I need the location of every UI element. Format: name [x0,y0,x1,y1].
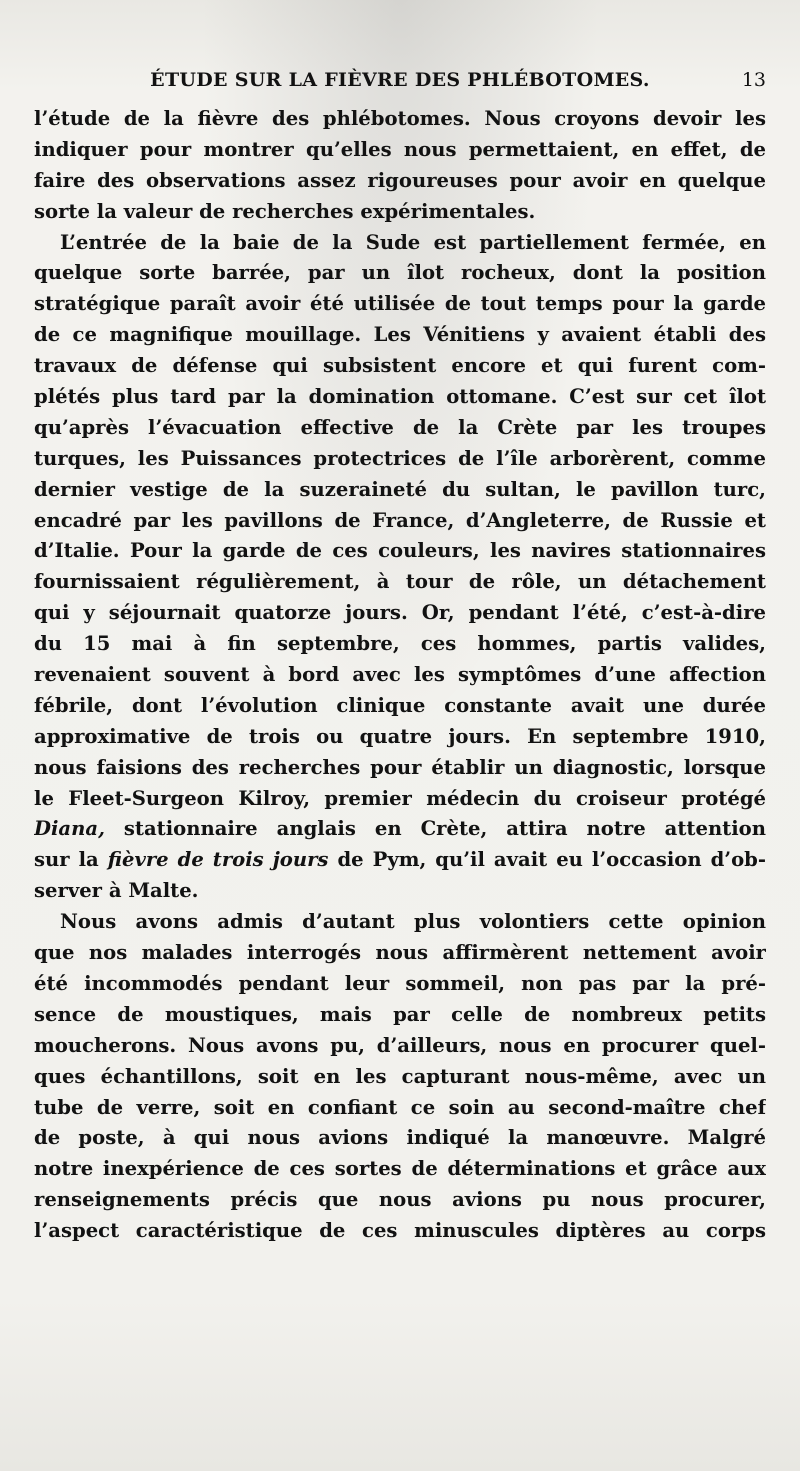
text-line: quelque sorte barrée, par un îlot rocheux, dont la position [34,261,766,285]
ship-name-italic: Diana, [34,817,105,841]
disease-name-italic: fièvre de trois jours [107,848,329,872]
text-line: travaux de défense qui subsistent encore et qui furent com- [34,354,766,378]
text-line: tube de verre, soit en confiant ce soin au second-maître chef [34,1095,766,1119]
text-line: L’entrée de la baie de la Sude est partiellement fermée, en [60,230,766,254]
text-segment: stationnaire anglais en Crète, attira notre attention [104,817,766,841]
text-line: turques, les Puissances protectrices de l’île arborèrent, comme [34,446,766,470]
text-line: encadré par les pavillons de France, d’Angleterre, de Russie et [34,508,766,532]
text-line: moucherons. Nous avons pu, d’ailleurs, nous en procurer quel- [34,1033,766,1057]
running-head [34,63,766,97]
text-line: que nos malades interrogés nous affirmèrent nettement avoir [34,941,766,965]
text-segment: sur la [34,848,108,872]
text-line-diana [34,814,766,845]
text-line: dernier vestige de la suzeraineté du sultan, le pavillon turc, [34,477,766,501]
text-line: stratégique paraît avoir été utilisée de tout temps pour la garde [34,292,766,316]
text-line: qui y séjournait quatorze jours. Or, pendant l’été, c’est-à-dire [34,601,766,625]
page-number: 13 [741,69,766,91]
text-line: l’aspect caractéristique de ces minuscules diptères au corps [34,1219,766,1243]
text-line: server à Malte. [34,879,199,903]
text-line: fébrile, dont l’évolution clinique constante avait une durée [34,693,766,717]
text-line: d’Italie. Pour la garde de ces couleurs, les navires stationnaires [34,539,766,563]
text-line: revenaient souvent à bord avec les symptômes d’une affection [34,663,766,687]
text-segment: de Pym, qu’il avait eu l’occasion d’ob- [328,848,766,872]
text-line-fievre [34,845,766,876]
text-line: approximative de trois ou quatre jours. En septembre 1910, [34,724,766,748]
text-line: le Fleet-Surgeon Kilroy, premier médecin du croiseur protégé [34,786,766,810]
body-text [34,104,766,1247]
running-title: ÉTUDE SUR LA FIÈVRE DES PHLÉBOTOMES. [150,69,650,91]
text-line: fournissaient régulièrement, à tour de rôle, un détachement [34,570,766,594]
text-line: faire des observations assez rigoureuses pour avoir en quelque [34,168,766,192]
text-line: de ce magnifique mouillage. Les Vénitiens y avaient établi des [34,323,766,347]
text-line: notre inexpérience de ces sortes de déterminations et grâce aux [34,1157,766,1181]
text-line: renseignements précis que nous avions pu nous procurer, [34,1188,766,1212]
text-line: Nous avons admis d’autant plus volontiers cette opinion [60,910,766,934]
text-line: ques échantillons, soit en les capturant nous-même, avec un [34,1064,766,1088]
text-line: l’étude de la fièvre des phlébotomes. Nous croyons devoir les [34,107,766,130]
text-line: de poste, à qui nous avions indiqué la manœuvre. Malgré [34,1126,766,1150]
text-line: indiquer pour montrer qu’elles nous permettaient, en effet, de [34,137,766,161]
text-line: qu’après l’évacuation effective de la Crète par les troupes [34,415,766,439]
text-line: été incommodés pendant leur sommeil, non pas par la pré- [34,971,766,995]
text-line: du 15 mai à fin septembre, ces hommes, partis valides, [34,632,766,656]
text-line: sence de moustiques, mais par celle de nombreux petits [34,1002,766,1026]
text-line: plétés plus tard par la domination ottomane. C’est sur cet îlot [34,385,766,409]
text-line: nous faisions des recherches pour établir un diagnostic, lorsque [34,755,766,779]
text-line: sorte la valeur de recherches expérimentales. [34,199,536,223]
